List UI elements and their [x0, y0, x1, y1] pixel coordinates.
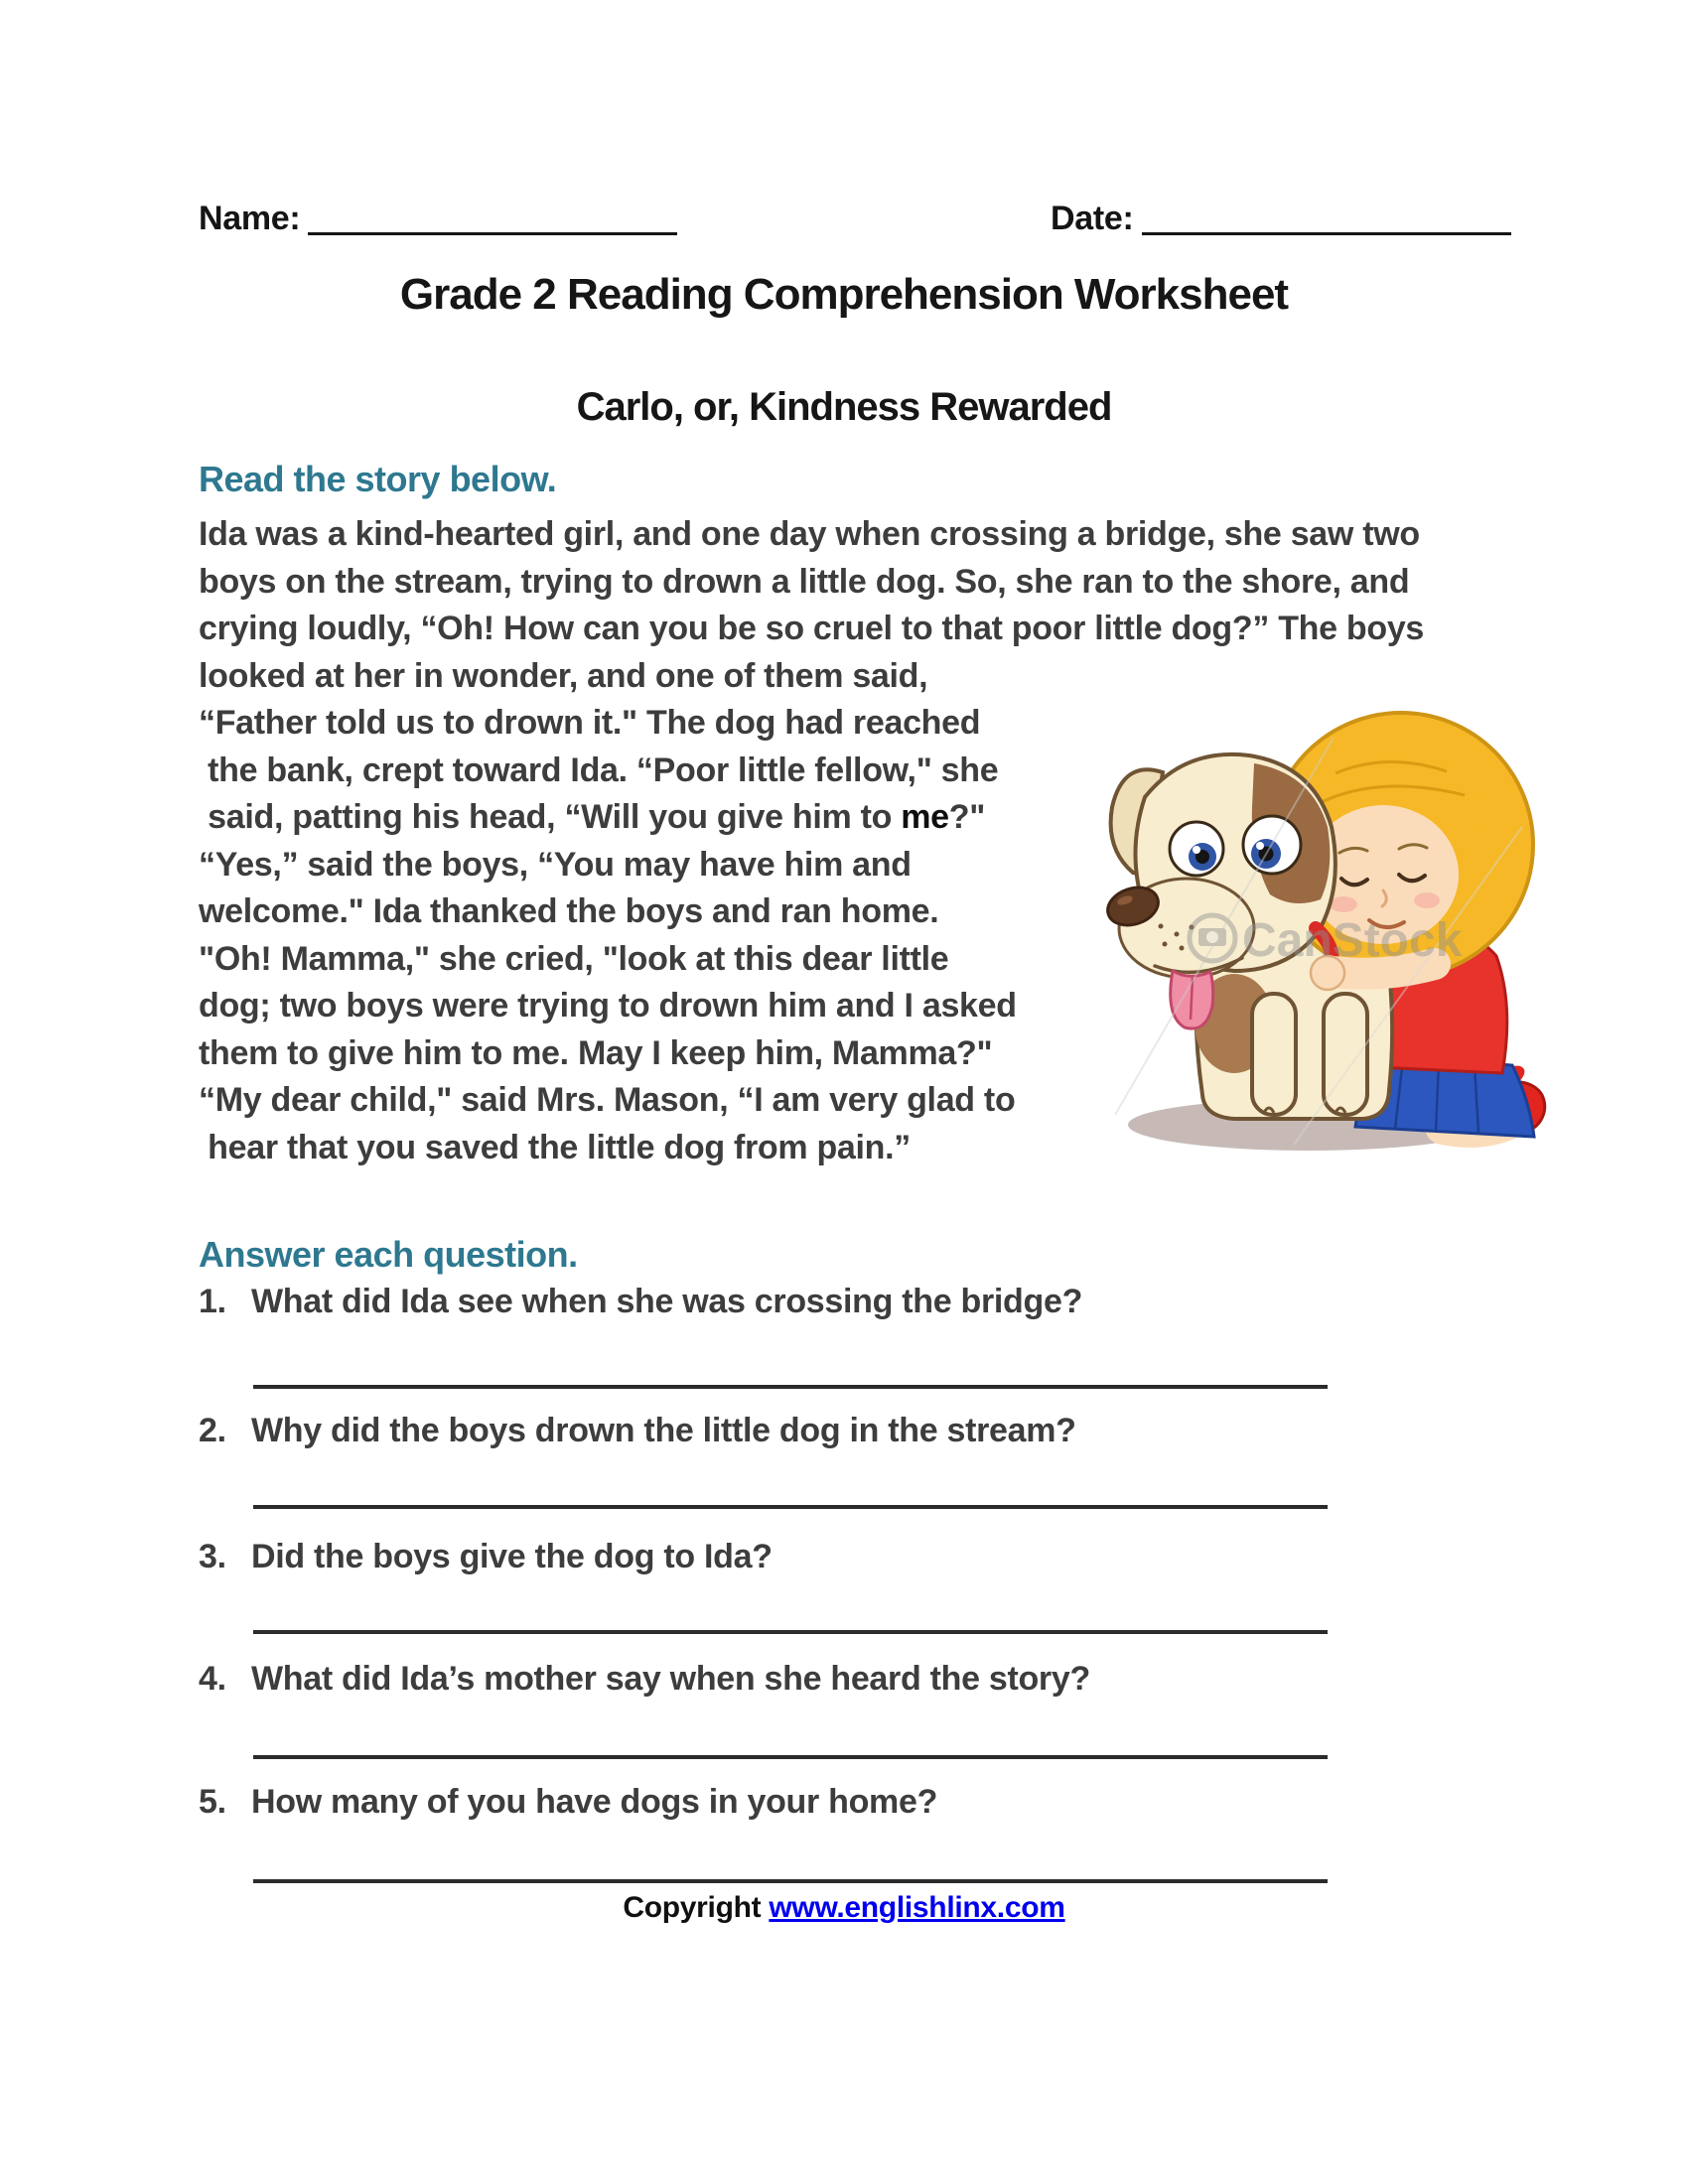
question-4: [199, 1656, 1090, 1703]
question-number: 4.: [199, 1660, 226, 1698]
copyright-footer: [0, 1891, 1688, 1925]
whisker-dot: [1180, 946, 1185, 951]
date-label: Date:: [1051, 200, 1134, 237]
camera-icon-lens: [1206, 931, 1218, 943]
questions-instruction: Answer each question.: [199, 1234, 578, 1275]
dog-front-leg: [1252, 994, 1296, 1115]
name-blank-line[interactable]: [308, 199, 677, 235]
girl-blush: [1414, 892, 1440, 908]
story-line: hear that you saved the little dog from pain.”: [199, 1128, 912, 1166]
question-number: 3.: [199, 1538, 226, 1575]
dog-front-leg: [1324, 994, 1367, 1115]
question-text: Did the boys give the dog to Ida?: [251, 1538, 773, 1575]
story-line: boys on the stream, trying to drown a little dog. So, she ran to the shore, and: [199, 562, 1410, 601]
girl-blush: [1330, 896, 1357, 912]
englishlinx-link[interactable]: www.englishlinx.com: [769, 1891, 1065, 1924]
question-number: 2.: [199, 1412, 226, 1449]
dog-eye-glint: [1193, 846, 1200, 854]
page-title: Grade 2 Reading Comprehension Worksheet: [399, 270, 1289, 319]
question-1: [199, 1279, 1082, 1325]
answer-blank-line-3[interactable]: [253, 1630, 1328, 1634]
date-field: [1051, 199, 1511, 238]
question-text: Why did the boys drown the little dog in the stream?: [251, 1412, 1076, 1449]
copyright-label: Copyright: [623, 1891, 770, 1924]
watermark-text: CanStock: [1242, 914, 1463, 967]
answer-blank-line-2[interactable]: [253, 1505, 1328, 1509]
girl-hugging-dog-drawing: [1085, 678, 1552, 1166]
whisker-dot: [1163, 942, 1168, 947]
dog-eye-glint: [1256, 842, 1264, 850]
story-line-emphasis: me: [901, 798, 949, 836]
story-line: "Oh! Mamma," she cried, "look at this dear little: [199, 939, 949, 978]
answer-blank-line-5[interactable]: [253, 1879, 1328, 1883]
date-blank-line[interactable]: [1142, 199, 1511, 235]
question-3: [199, 1534, 773, 1580]
question-number: 5.: [199, 1783, 226, 1821]
girl-hugging-dog-illustration: [1085, 678, 1552, 1166]
story-line: “Yes,” said the boys, “You may have him and: [199, 845, 912, 884]
story-line: welcome." Ida thanked the boys and ran home.: [199, 892, 939, 930]
question-text: How many of you have dogs in your home?: [251, 1783, 938, 1821]
story-line: crying loudly, “Oh! How can you be so cruel to that poor little dog?” The boys: [199, 610, 1425, 647]
story-line: Ida was a kind-hearted girl, and one day when crossing a bridge, she saw two: [199, 515, 1420, 553]
story-line: looked at her in wonder, and one of them said,: [199, 656, 928, 695]
story-line: “Father told us to drown it." The dog had reached: [199, 704, 981, 742]
question-5: [199, 1779, 937, 1826]
story-instruction: Read the story below.: [199, 459, 557, 499]
story-line-segment: ?": [948, 798, 986, 836]
question-text: What did Ida’s mother say when she heard the story?: [251, 1660, 1090, 1698]
story-line: dog; two boys were trying to drown him and I asked: [199, 987, 1017, 1024]
story-line-segment: said, patting his head, “Will you give him to: [199, 798, 902, 836]
question-number: 1.: [199, 1283, 226, 1320]
story-title: Carlo, or, Kindness Rewarded: [576, 385, 1112, 429]
story-line: “My dear child," said Mrs. Mason, “I am very glad to: [199, 1081, 1016, 1119]
answer-blank-line-4[interactable]: [253, 1755, 1328, 1759]
whisker-dot: [1159, 924, 1164, 929]
whisker-dot: [1175, 932, 1180, 937]
story-line: the bank, crept toward Ida. “Poor little fellow," she: [199, 751, 999, 789]
name-label: Name:: [199, 200, 301, 237]
name-field: [199, 199, 677, 238]
question-2: [199, 1408, 1076, 1454]
answer-blank-line-1[interactable]: [253, 1385, 1328, 1389]
story-line: them to give him to me. May I keep him, Mamma?": [199, 1033, 993, 1072]
question-text: What did Ida see when she was crossing the bridge?: [251, 1283, 1083, 1320]
